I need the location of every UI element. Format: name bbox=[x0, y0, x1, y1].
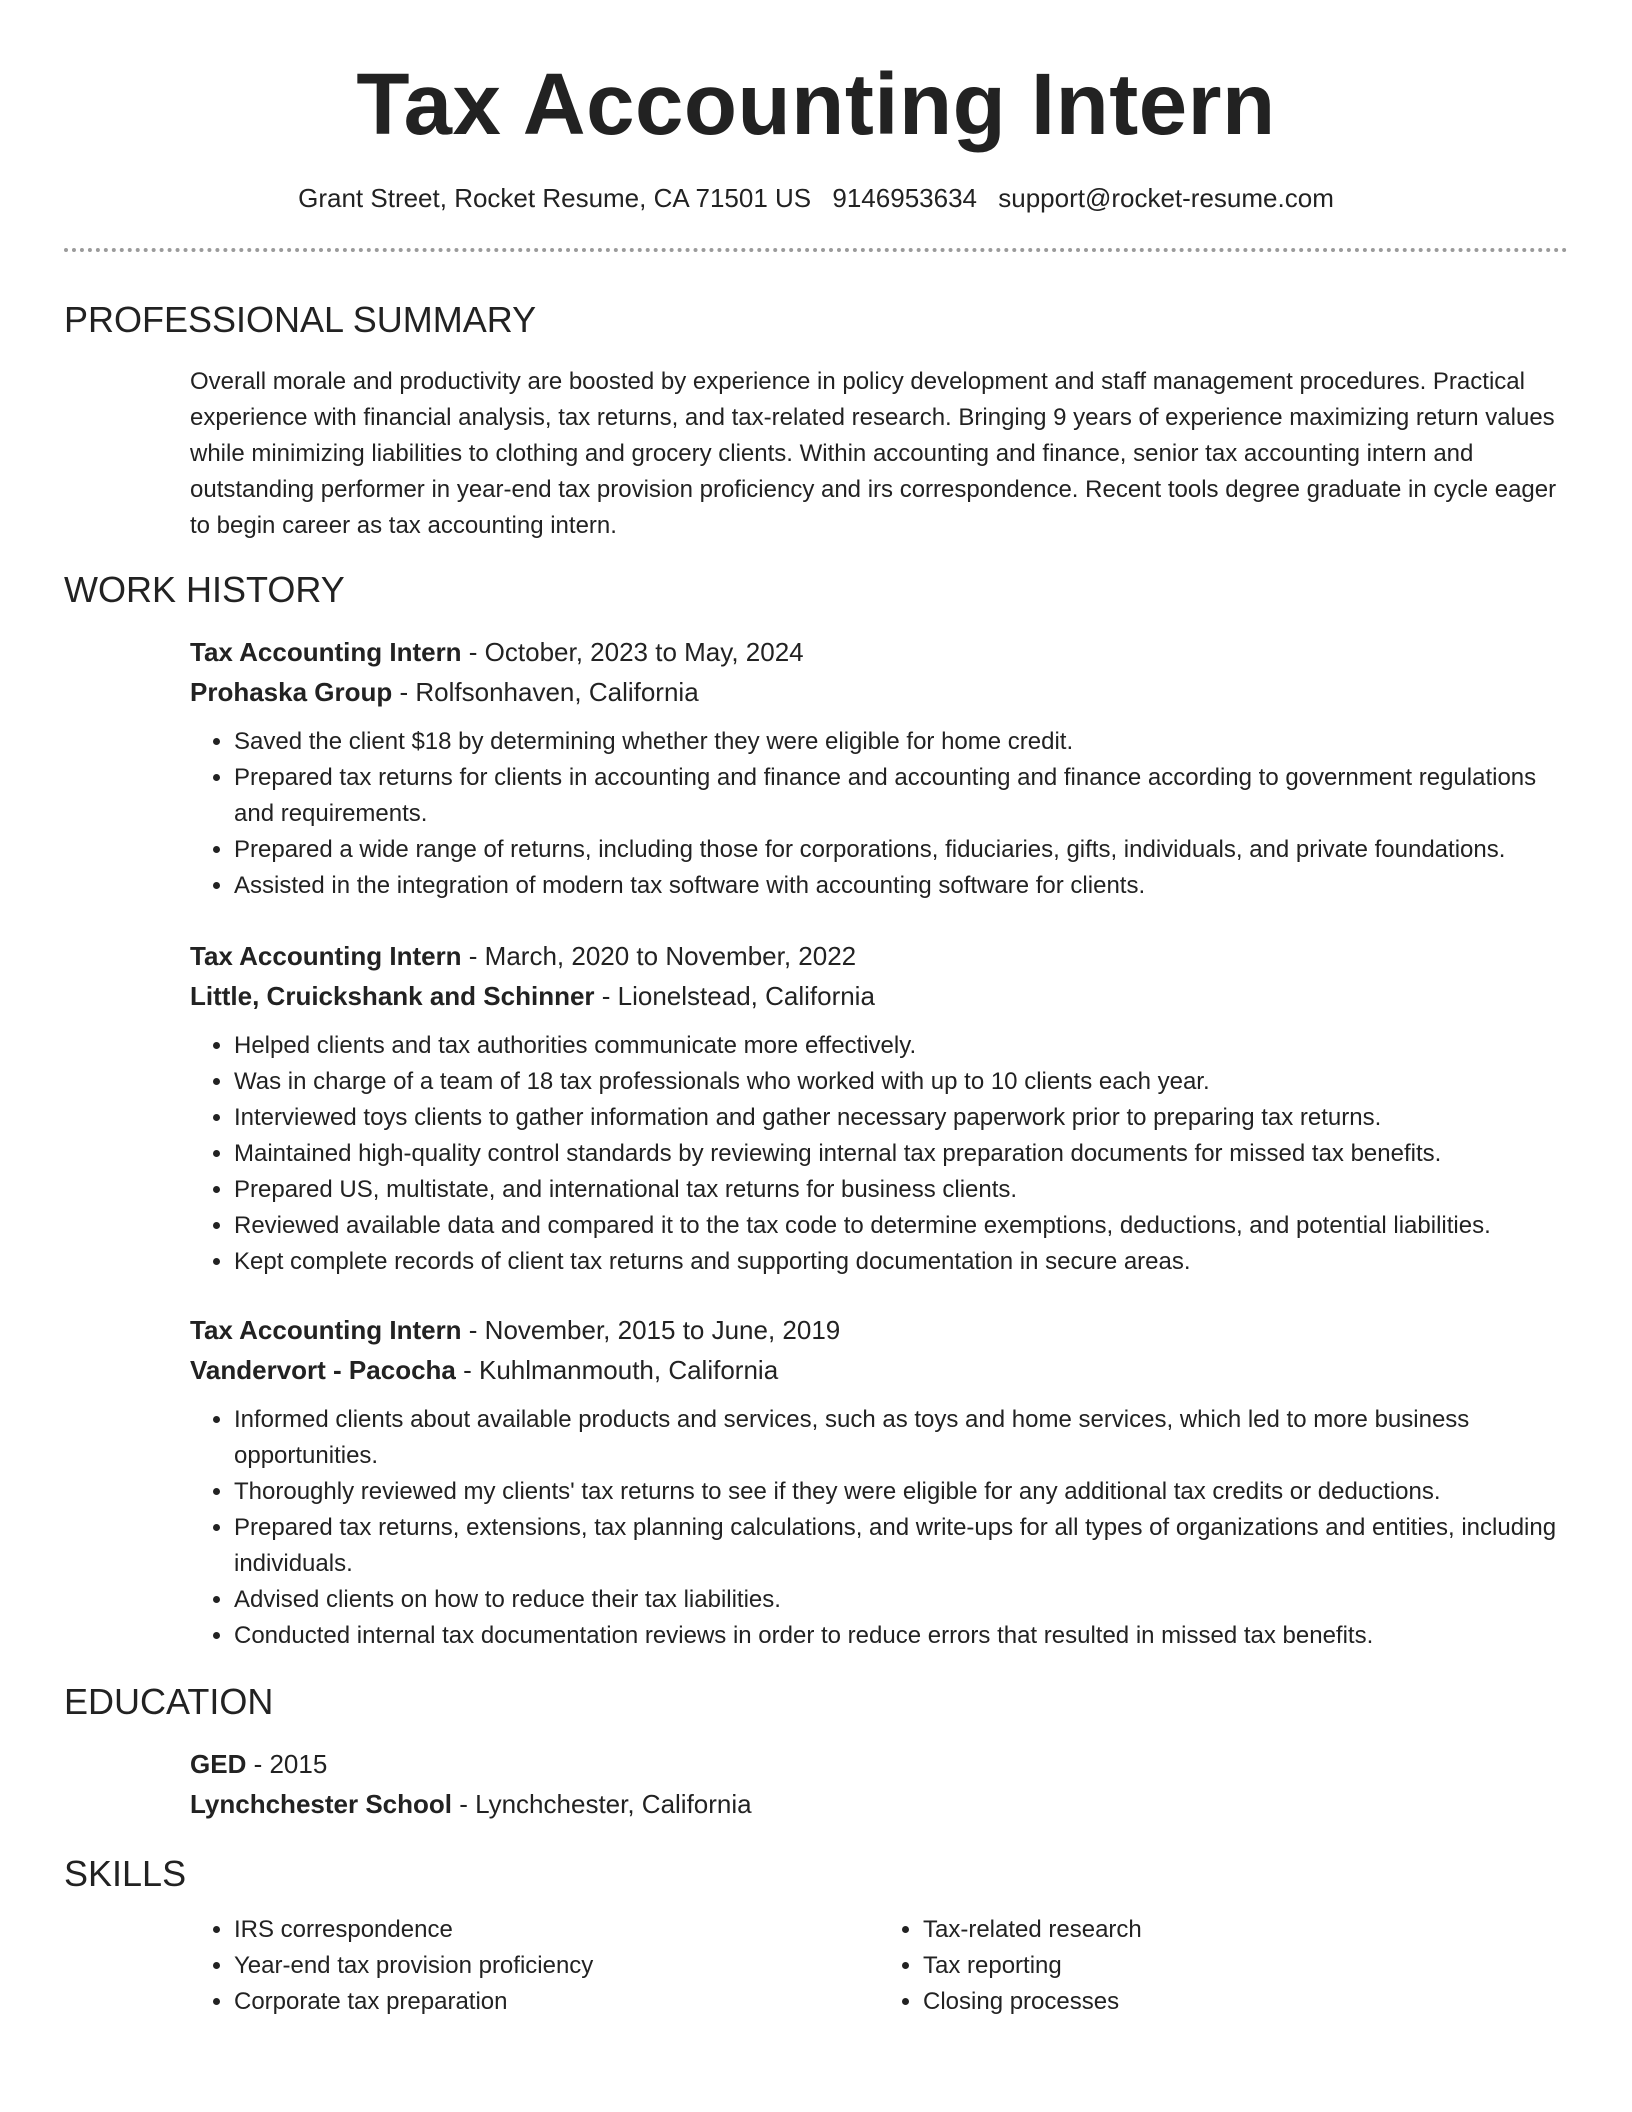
header-divider bbox=[64, 248, 1568, 252]
job-entry bbox=[64, 936, 1568, 1280]
job-dates: - October, 2023 to May, 2024 bbox=[461, 637, 804, 667]
job-location: - Kuhlmanmouth, California bbox=[455, 1355, 779, 1385]
education-year: - 2015 bbox=[246, 1749, 328, 1779]
job-entry bbox=[64, 632, 1568, 904]
candidate-name: Tax Accounting Intern bbox=[356, 56, 1276, 153]
education-location: - Lynchchester, California bbox=[452, 1789, 752, 1819]
education-entry bbox=[64, 1744, 1568, 1824]
job-bullet: • Helped clients and tax authorities communicate more effectively. bbox=[234, 1028, 1568, 1064]
job-company-line bbox=[190, 976, 1568, 1016]
contact-phone: 9146953634 bbox=[832, 183, 977, 213]
summary-text: Overall morale and productivity are boosted by experience in policy development and staff management procedures. Practical experience with financial analysis, tax returns, and tax-related research. Bringing 9 years of experience maximizing return values while minimizing liabilities to clothing and grocery clients. Within accounting and finance, senior tax accounting intern and outstanding performer in year-end tax provision proficiency and irs correspondence. Recent tools degree graduate in cycle eager to begin career as tax accounting intern. bbox=[190, 368, 1557, 539]
work-history-heading: WORK HISTORY bbox=[64, 569, 345, 610]
job-company: Little, Cruickshank and Schinner bbox=[190, 981, 595, 1011]
job-bullet: • Prepared tax returns for clients in accounting and finance and accounting and finance according to government regulations and requirements. bbox=[234, 760, 1568, 832]
job-role: Tax Accounting Intern bbox=[190, 637, 462, 667]
job-bullets bbox=[190, 724, 1568, 904]
job-location: - Lionelstead, California bbox=[594, 981, 875, 1011]
skill-item: • Corporate tax preparation bbox=[234, 1984, 879, 2020]
job-title-line bbox=[190, 1310, 1568, 1350]
job-bullet: • Informed clients about available products and services, such as toys and home services, which led to more business opportunities. bbox=[234, 1402, 1568, 1474]
skill-item: • IRS correspondence bbox=[234, 1912, 879, 1948]
job-entry bbox=[64, 1310, 1568, 1654]
skills-column-right bbox=[879, 1912, 1568, 2020]
skill-item: • Tax reporting bbox=[923, 1948, 1568, 1984]
job-bullet: • Advised clients on how to reduce their tax liabilities. bbox=[234, 1582, 1568, 1618]
education-degree: GED bbox=[190, 1749, 247, 1779]
job-bullet: • Prepared a wide range of returns, including those for corporations, fiduciaries, gifts, individuals, and private foundations. bbox=[234, 832, 1568, 868]
contact-line bbox=[64, 180, 1568, 216]
job-bullet: • Saved the client $18 by determining whether they were eligible for home credit. bbox=[234, 724, 1568, 760]
job-company-line bbox=[190, 672, 1568, 712]
job-company: Prohaska Group bbox=[190, 677, 393, 707]
skills-list bbox=[64, 1912, 1568, 2020]
job-title-line bbox=[190, 936, 1568, 976]
job-bullet: • Thoroughly reviewed my clients' tax returns to see if they were eligible for any additional tax credits or deductions. bbox=[234, 1474, 1568, 1510]
job-bullet: • Maintained high-quality control standards by reviewing internal tax preparation documents for missed tax benefits. bbox=[234, 1136, 1568, 1172]
job-bullet: • Prepared US, multistate, and international tax returns for business clients. bbox=[234, 1172, 1568, 1208]
education-school-line bbox=[190, 1784, 1568, 1824]
summary-heading: PROFESSIONAL SUMMARY bbox=[64, 299, 537, 340]
job-company: Vandervort - Pacocha bbox=[190, 1355, 456, 1385]
job-bullet: • Prepared tax returns, extensions, tax planning calculations, and write-ups for all types of organizations and entities, including individuals. bbox=[234, 1510, 1568, 1582]
skills-heading: SKILLS bbox=[64, 1853, 187, 1894]
job-bullet: • Conducted internal tax documentation reviews in order to reduce errors that resulted in missed tax benefits. bbox=[234, 1618, 1568, 1654]
skill-item: • Tax-related research bbox=[923, 1912, 1568, 1948]
job-bullets bbox=[190, 1402, 1568, 1654]
education-school: Lynchchester School bbox=[190, 1789, 452, 1819]
job-dates: - March, 2020 to November, 2022 bbox=[461, 941, 857, 971]
job-title-line bbox=[190, 632, 1568, 672]
job-bullet: • Kept complete records of client tax returns and supporting documentation in secure areas. bbox=[234, 1244, 1568, 1280]
job-bullets bbox=[190, 1028, 1568, 1280]
job-bullet: • Was in charge of a team of 18 tax professionals who worked with up to 10 clients each year. bbox=[234, 1064, 1568, 1100]
job-role: Tax Accounting Intern bbox=[190, 941, 462, 971]
skill-item: • Year-end tax provision proficiency bbox=[234, 1948, 879, 1984]
job-bullet: • Assisted in the integration of modern tax software with accounting software for clients. bbox=[234, 868, 1568, 904]
skills-column-left bbox=[190, 1912, 879, 2020]
job-location: - Rolfsonhaven, California bbox=[392, 677, 699, 707]
job-dates: - November, 2015 to June, 2019 bbox=[461, 1315, 841, 1345]
contact-address: Grant Street, Rocket Resume, CA 71501 US bbox=[298, 183, 812, 213]
contact-email: support@rocket-resume.com bbox=[998, 183, 1334, 213]
job-company-line bbox=[190, 1350, 1568, 1390]
job-bullet: • Interviewed toys clients to gather information and gather necessary paperwork prior to preparing tax returns. bbox=[234, 1100, 1568, 1136]
education-heading: EDUCATION bbox=[64, 1681, 274, 1722]
job-role: Tax Accounting Intern bbox=[190, 1315, 462, 1345]
job-bullet: • Reviewed available data and compared it to the tax code to determine exemptions, deductions, and potential liabilities. bbox=[234, 1208, 1568, 1244]
skill-item: • Closing processes bbox=[923, 1984, 1568, 2020]
education-degree-line bbox=[190, 1744, 1568, 1784]
